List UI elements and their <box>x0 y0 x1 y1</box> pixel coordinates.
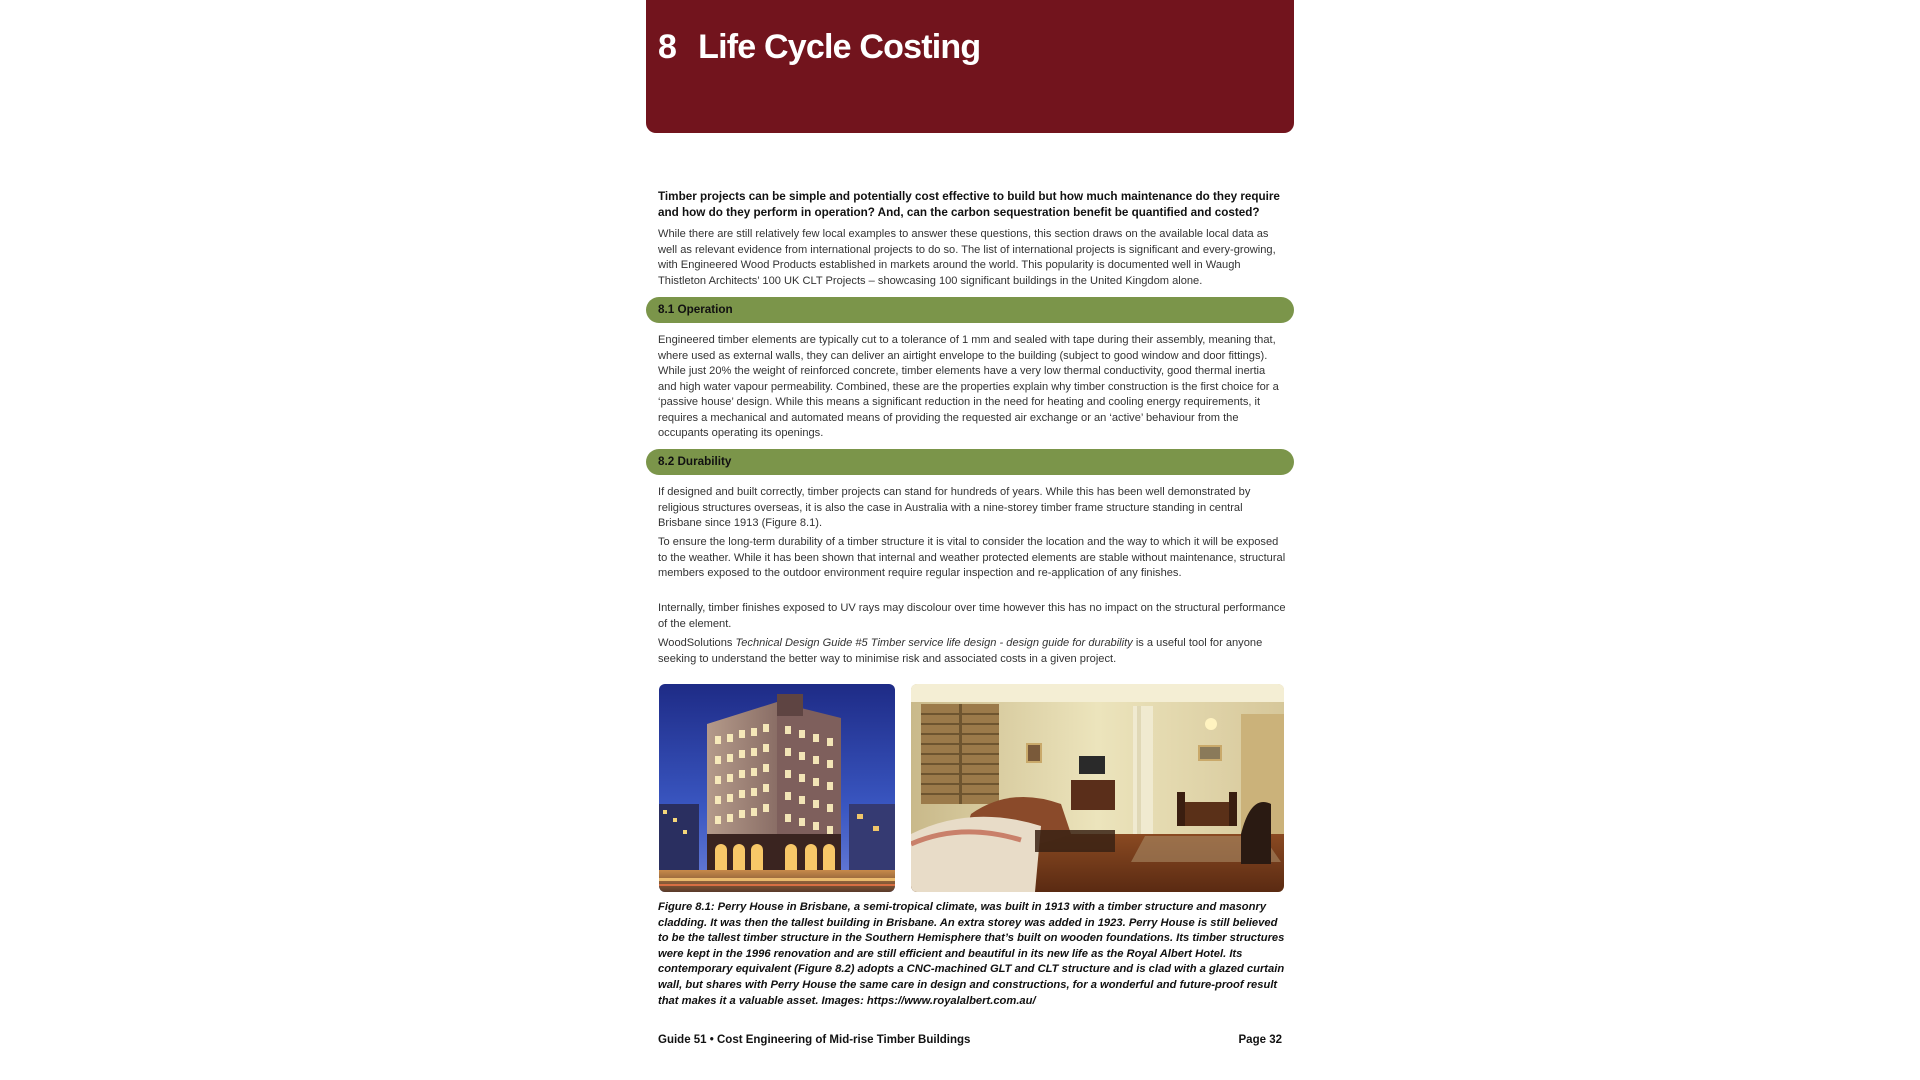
intro-body: While there are still relatively few local examples to answer these questions, this section draws on the available local data as well as relevant evidence from international projects to do so. The list of international projects is significant and every-growing, with Engineered Wood Products established in markets around the world. This popularity is documented well in Waugh Thistleton Architects’ 100 UK CLT Projects – showcasing 100 significant buildings in the United Kingdom alone. <box>658 228 1276 287</box>
guide-reference-suffix: is a useful tool for anyone seeking to understand the better way to minimise risk and associated costs in a given project. <box>658 637 1263 665</box>
durability-paragraph-4 <box>658 636 1286 667</box>
durability-paragraph-3: Internally, timber finishes exposed to UV rays may discolour over time however this has no impact on the structural performance of the element. <box>658 602 1286 630</box>
durability-paragraph-1: If designed and built correctly, timber projects can stand for hundreds of years. While this has been well demonstrated by religious structures overseas, it is also the case in Australia with a nine-storey timber frame structure standing in central Brisbane since 1913 (Figure 8.1). <box>658 486 1251 529</box>
intro-lead: Timber projects can be simple and potentially cost effective to build but how much maintenance do they require and how do they perform in operation? And, can the carbon sequestration benefit be quantified and costed? <box>658 190 1280 219</box>
section-heading-operation-label: 8.1 Operation <box>658 303 733 316</box>
guide-reference-prefix: WoodSolutions <box>658 637 736 649</box>
figure-caption: Figure 8.1: Perry House in Brisbane, a semi-tropical climate, was built in 1913 with a timber structure and masonry cladding. It was then the tallest building in Brisbane. An extra storey was added in 1923. Perry House is still believed to be the tallest timber structure in the Southern Hemisphere that’s built on wooden foundations. Its timber structures were kept in the 1996 renovation and are still efficient and beautiful in its new life as the Royal Albert Hotel. Its contemporary equivalent (Figure 8.2) adopts a CNC-machined GLT and CLT structure and is clad with a glazed curtain wall, but shares with Perry House the same care in design and constructions, for a wonderful and future-proof result that makes it a valuable asset. Images: https://www.royalalbert.com.au/ <box>658 901 1285 1007</box>
footer-guide-title: Guide 51 • Cost Engineering of Mid-rise Timber Buildings <box>658 1034 971 1046</box>
footer-page-number: Page 32 <box>1238 1034 1282 1046</box>
section-heading-durability-label: 8.2 Durability <box>658 455 732 468</box>
guide-reference-title: Technical Design Guide #5 Timber service life design - design guide for durability <box>735 637 1133 649</box>
section-heading-durability <box>646 449 1294 475</box>
operation-body: Engineered timber elements are typically cut to a tolerance of 1 mm and sealed with tape during their assembly, meaning that, where used as external walls, they can deliver an airtight envelope to the building (subject to good window and door fittings). While just 20% the weight of reinforced concrete, timber elements have a very low thermal conductivity, good thermal inertia and high water vapour permeability. Combined, these are the properties explain why timber construction is the first choice for a ‘passive house’ design. While this means a significant reduction in the need for heating and cooling energy requirements, it requires a mechanical and automated means of providing the requested air exchange or an ‘active’ behaviour from the occupants operating its openings. <box>658 334 1279 439</box>
document-page <box>646 0 1294 1080</box>
apartment-interior-image <box>911 684 1284 892</box>
chapter-title-text: Life Cycle Costing <box>698 28 981 66</box>
hotel-interior-photo <box>911 684 1284 892</box>
chapter-title <box>658 28 980 67</box>
chapter-banner <box>646 0 1294 133</box>
chapter-number: 8 <box>658 28 677 66</box>
durability-paragraph-2: To ensure the long-term durability of a timber structure it is vital to consider the location and the way to which it will be exposed to the weather. While it has been shown that internal and weather protected elements are stable without maintenance, structural members exposed to the outdoor environment require regular inspection and re-application of any finishes. <box>658 536 1286 579</box>
building-exterior-image <box>659 684 895 892</box>
section-heading-operation <box>646 297 1294 323</box>
perry-house-exterior-photo <box>659 684 895 892</box>
